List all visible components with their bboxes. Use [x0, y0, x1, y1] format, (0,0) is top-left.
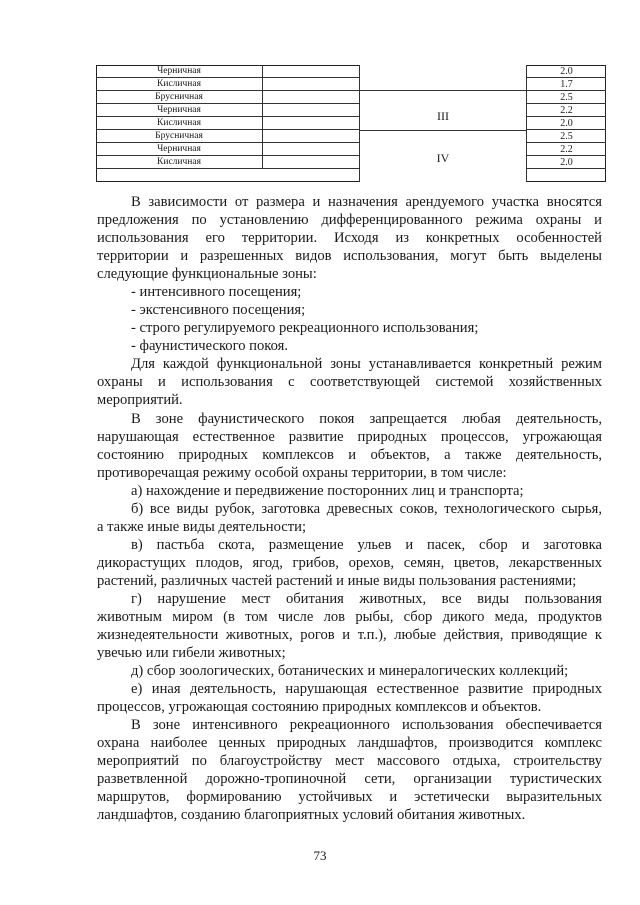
text-line: охрана наиболее ценных природных ландшафтов, производится комплекс [97, 735, 602, 751]
forest-type-cell: Брусничная [96, 91, 263, 104]
text-line: мероприятий по благоустройству мест массового отдыха, строительству [97, 753, 602, 769]
table-row [96, 104, 606, 117]
list-item: д) сбор зоологических, ботанических и минералогических коллекций; [131, 663, 569, 679]
class-divider [359, 130, 527, 131]
list-item: - фаунистического покоя. [131, 338, 288, 354]
text-line: дикорастущих плодов, ягод, грибов, орехов, семян, цветов, лекарственных [97, 555, 602, 571]
text-line: В зоне интенсивного рекреационного использования обеспечивается [131, 717, 602, 733]
page-number: 73 [313, 848, 327, 863]
list-item: - экстенсивного посещения; [131, 302, 306, 318]
text-line: разветвленной дорожно-тропиночной сети, организации туристических [97, 771, 602, 787]
text-line: растений, различных частей растений и иные виды пользования растениями; [97, 573, 577, 589]
text-line: противоречащая режиму особой охраны территории, в том числе: [97, 465, 507, 481]
text-line: территории и разрешенных видов использования, могут быть выделены [97, 248, 602, 264]
text-line: предложения по установлению дифференцированного режима охраны и [97, 212, 602, 228]
text-line: Для каждой функциональной зоны устанавливается конкретный режим [131, 356, 602, 372]
text-line: увечью или гибели животных; [97, 645, 286, 661]
list-item: б) все виды рубок, заготовка древесных соков, технологического сырья, [131, 501, 602, 517]
value-cell: 2.0 [526, 117, 606, 130]
table-row [96, 91, 606, 104]
value-cell: 2.2 [526, 143, 606, 156]
text-line: следующие функциональные зоны: [97, 266, 317, 282]
text-line: маршрутов, формированию устойчивых и эстетически выразительных [97, 789, 602, 805]
text-line: ландшафтов, созданию благоприятных условий обитания животных. [97, 807, 526, 823]
forest-type-cell: Черничная [96, 143, 263, 156]
text-line: процессов, угрожающая состоянию природных комплексов и объектов. [97, 699, 542, 715]
forest-type-cell: Кисличная [96, 78, 263, 91]
forest-type-cell: Кисличная [96, 117, 263, 130]
forest-type-cell: Брусничная [96, 130, 263, 143]
text-line: жизнедеятельности животных, рогов и т.п.), любые действия, приводящие к [97, 627, 602, 643]
forest-type-cell: Черничная [96, 104, 263, 117]
text-line: охраны и использования с соответствующей системой хозяйственных [97, 374, 602, 390]
text-line: В зоне фаунистического покоя запрещается любая деятельность, [131, 411, 602, 427]
text-line: а также иные виды деятельности; [97, 519, 306, 535]
value-cell: 2.2 [526, 104, 606, 117]
value-cell: 2.0 [526, 65, 606, 78]
class-divider [359, 90, 527, 91]
table-row [96, 143, 606, 156]
value-cell: 2.5 [526, 91, 606, 104]
table-row [96, 130, 606, 143]
class-label-iii: III [437, 109, 449, 123]
table-row [96, 65, 606, 78]
text-line: животным миром (в том числе лов рыбы, сбор дикого меда, продуктов [97, 609, 602, 625]
text-line: состоянию природных комплексов и объектов, а также деятельность, [97, 447, 602, 463]
value-cell: 1.7 [526, 78, 606, 91]
forest-type-table [96, 65, 606, 182]
value-cell: 2.0 [526, 156, 606, 169]
text-line: мероприятий. [97, 392, 183, 408]
text-line: В зависимости от размера и назначения арендуемого участка вносятся [131, 194, 602, 210]
table-row [96, 78, 606, 91]
forest-type-cell: Кисличная [96, 156, 263, 169]
table-row [96, 117, 606, 130]
text-line: нарушающая естественное развитие природных процессов, угрожающая [97, 429, 602, 445]
list-item: - интенсивного посещения; [131, 284, 302, 300]
text-line: использования его территории. Исходя из конкретных особенностей [97, 230, 602, 246]
class-label-iv: IV [436, 151, 450, 165]
table-row [96, 156, 606, 169]
list-item: а) нахождение и передвижение посторонних лиц и транспорта; [131, 483, 524, 499]
list-item: е) иная деятельность, нарушающая естественное развитие природных [131, 681, 602, 697]
value-cell: 2.5 [526, 130, 606, 143]
list-item: в) пастьба скота, размещение ульев и пасек, сбор и заготовка [131, 537, 602, 553]
forest-type-cell: Черничная [96, 65, 263, 78]
list-item: г) нарушение мест обитания животных, все виды пользования [131, 591, 602, 607]
list-item: - строго регулируемого рекреационного использования; [131, 320, 479, 336]
